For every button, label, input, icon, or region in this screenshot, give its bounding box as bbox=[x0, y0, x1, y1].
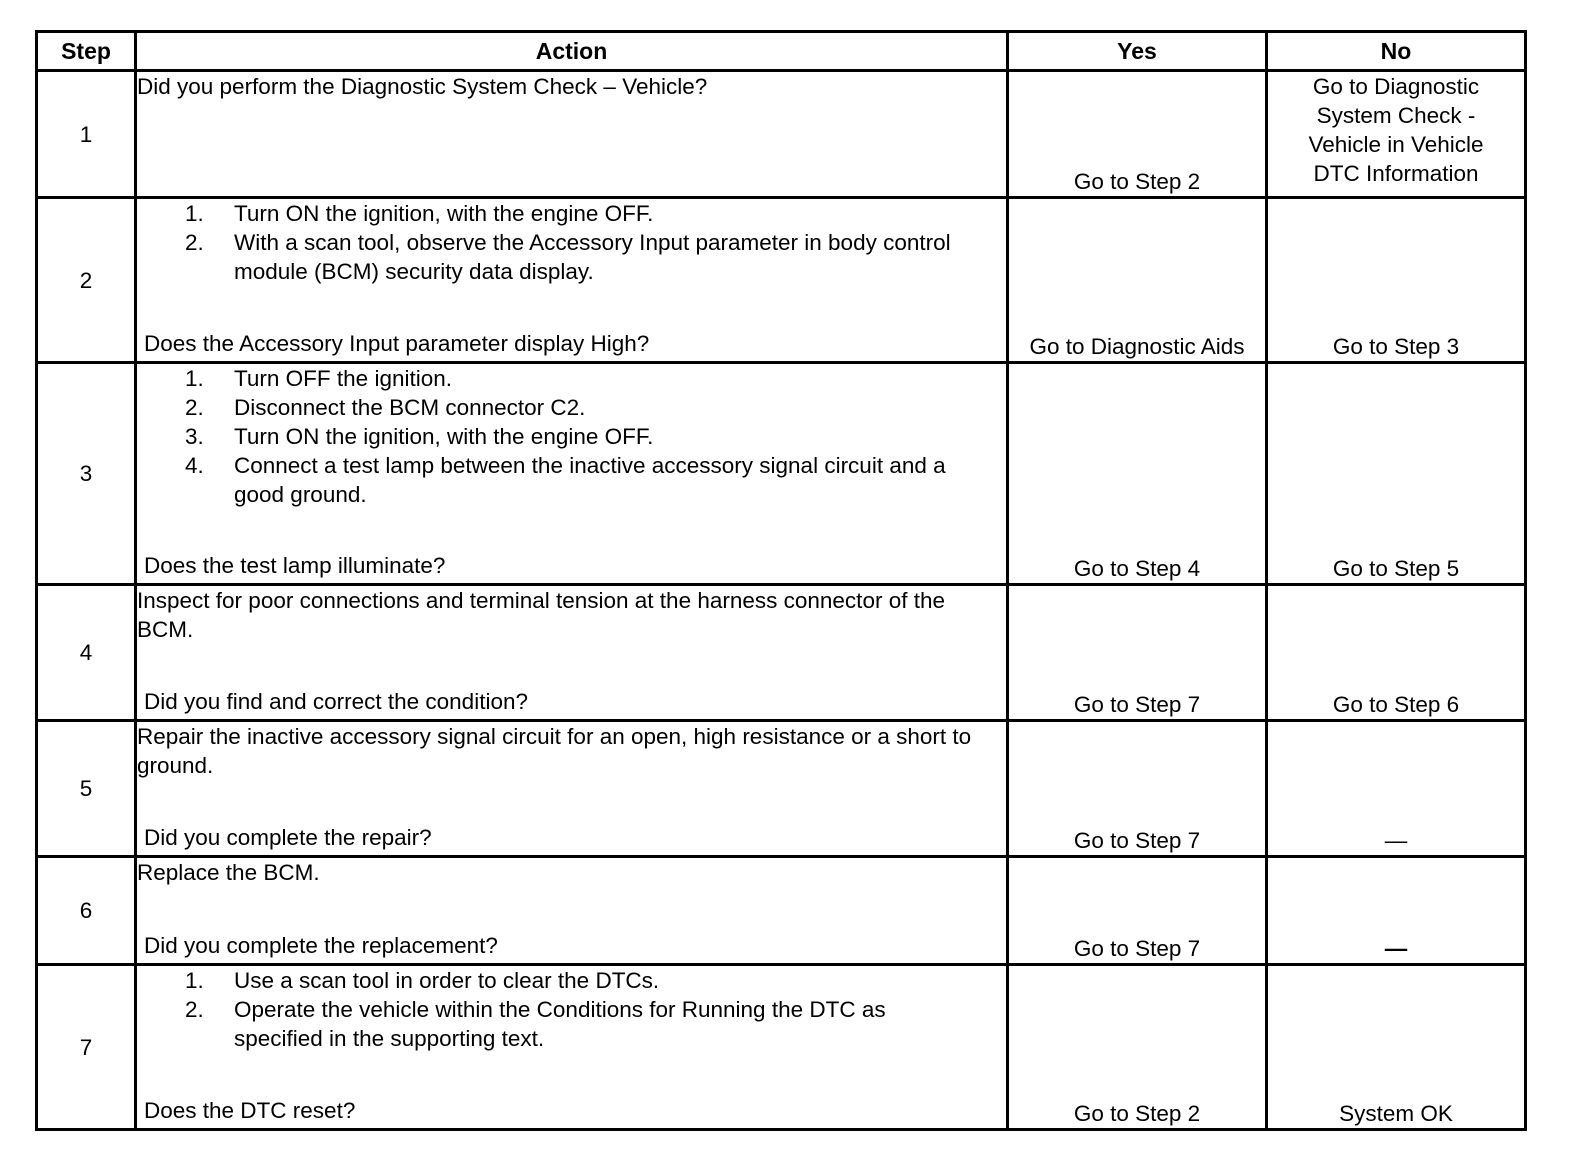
action-question: Does the Accessory Input parameter display High? bbox=[144, 331, 650, 356]
header-no: No bbox=[1267, 32, 1526, 71]
step-number: 2 bbox=[37, 198, 136, 363]
action-intro: Did you perform the Diagnostic System Check – Vehicle? bbox=[137, 74, 708, 99]
table-row bbox=[37, 585, 1526, 721]
list-item: 2. With a scan tool, observe the Accessory Input parameter in body control module (BCM) security data display. bbox=[185, 230, 951, 284]
action-cell bbox=[136, 857, 1008, 965]
diagnostic-table bbox=[35, 30, 1527, 1131]
no-cell: System OK bbox=[1267, 965, 1526, 1130]
no-cell: Go to Diagnostic System Check - Vehicle in Vehicle DTC Information bbox=[1267, 71, 1526, 198]
yes-cell: Go to Step 7 bbox=[1008, 721, 1267, 857]
action-intro: Replace the BCM. bbox=[137, 860, 320, 885]
action-cell bbox=[136, 71, 1008, 198]
yes-cell: Go to Step 7 bbox=[1008, 585, 1267, 721]
yes-cell: Go to Step 7 bbox=[1008, 857, 1267, 965]
list-item: 1. Turn OFF the ignition. bbox=[185, 366, 453, 391]
table-row bbox=[37, 721, 1526, 857]
table-row bbox=[37, 965, 1526, 1130]
step-number: 7 bbox=[37, 965, 136, 1130]
step-number: 3 bbox=[37, 363, 136, 585]
no-cell: Go to Step 6 bbox=[1267, 585, 1526, 721]
header-action: Action bbox=[136, 32, 1008, 71]
action-intro: Repair the inactive accessory signal circuit for an open, high resistance or a short to ground. bbox=[137, 724, 972, 778]
step-number: 6 bbox=[37, 857, 136, 965]
action-question: Did you complete the repair? bbox=[144, 825, 432, 850]
list-item: 1. Use a scan tool in order to clear the DTCs. bbox=[185, 968, 660, 993]
header-row bbox=[37, 32, 1526, 71]
yes-cell: Go to Step 4 bbox=[1008, 363, 1267, 585]
list-item: 2. Operate the vehicle within the Conditions for Running the DTC as specified in the supporting text. bbox=[185, 997, 886, 1051]
no-cell: Go to Step 3 bbox=[1267, 198, 1526, 363]
action-steps-list bbox=[137, 966, 1006, 1053]
action-cell bbox=[136, 198, 1008, 363]
list-item: 2. Disconnect the BCM connector C2. bbox=[185, 395, 586, 420]
step-number: 1 bbox=[37, 71, 136, 198]
action-cell bbox=[136, 965, 1008, 1130]
table-row bbox=[37, 198, 1526, 363]
no-cell: Go to Step 5 bbox=[1267, 363, 1526, 585]
step-number: 4 bbox=[37, 585, 136, 721]
table-row bbox=[37, 363, 1526, 585]
yes-cell: Go to Step 2 bbox=[1008, 965, 1267, 1130]
action-question: Does the DTC reset? bbox=[144, 1098, 356, 1123]
action-cell bbox=[136, 363, 1008, 585]
action-steps-list bbox=[137, 199, 1006, 286]
list-item: 4. Connect a test lamp between the inactive accessory signal circuit and a good ground. bbox=[185, 453, 946, 507]
yes-cell: Go to Step 2 bbox=[1008, 71, 1267, 198]
no-cell: — bbox=[1267, 857, 1526, 965]
action-question: Does the test lamp illuminate? bbox=[144, 553, 446, 578]
action-cell bbox=[136, 585, 1008, 721]
header-yes: Yes bbox=[1008, 32, 1267, 71]
list-item: 1. Turn ON the ignition, with the engine OFF. bbox=[185, 201, 654, 226]
action-intro: Inspect for poor connections and terminal tension at the harness connector of the BCM. bbox=[137, 588, 945, 642]
table-row bbox=[37, 71, 1526, 198]
no-cell: — bbox=[1267, 721, 1526, 857]
action-steps-list bbox=[137, 364, 1006, 509]
action-question: Did you complete the replacement? bbox=[144, 933, 498, 958]
yes-cell: Go to Diagnostic Aids bbox=[1008, 198, 1267, 363]
action-question: Did you find and correct the condition? bbox=[144, 689, 528, 714]
header-step: Step bbox=[37, 32, 136, 71]
table-row bbox=[37, 857, 1526, 965]
step-number: 5 bbox=[37, 721, 136, 857]
action-cell bbox=[136, 721, 1008, 857]
list-item: 3. Turn ON the ignition, with the engine OFF. bbox=[185, 424, 654, 449]
